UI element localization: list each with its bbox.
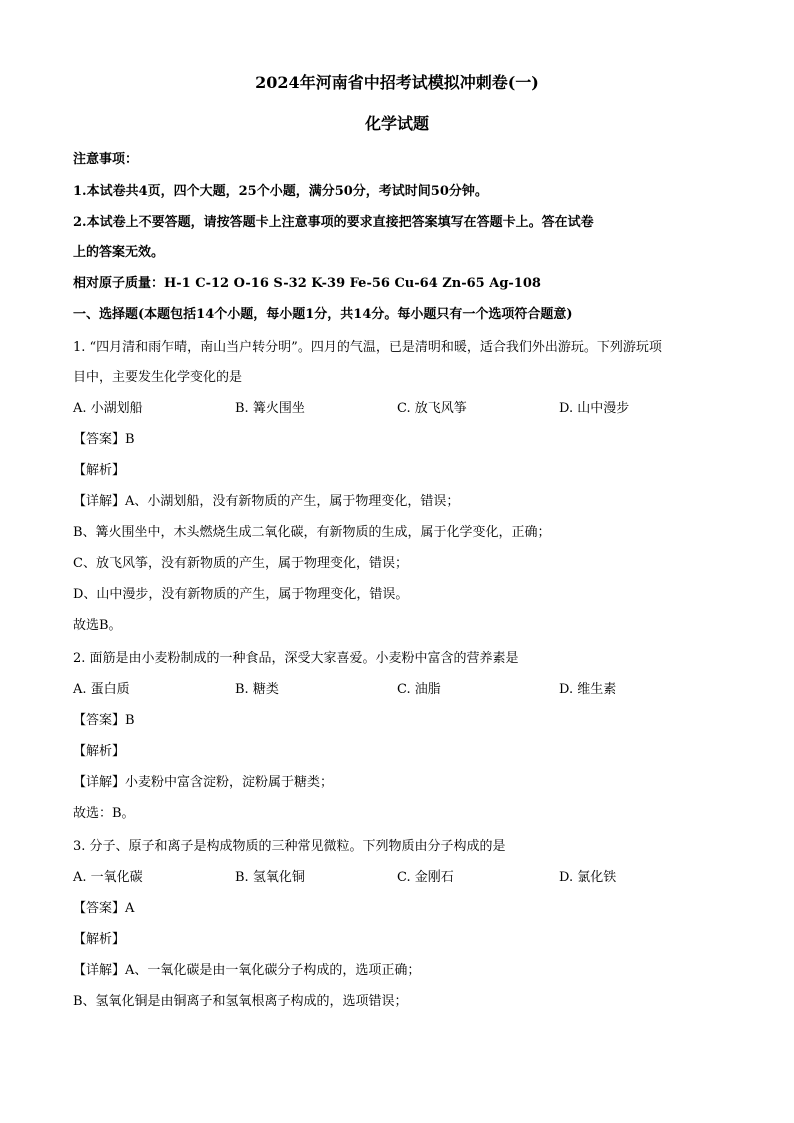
notes-item-2-line-1: 2.本试卷上不要答题，请按答题卡上注意事项的要求直接把答案填写在答题卡上。答在试卷 bbox=[73, 215, 594, 230]
q1-stem-line-2: 目中，主要发生化学变化的是 bbox=[73, 370, 243, 385]
q2-option-b: B. 糖类 bbox=[235, 682, 279, 697]
q3-options bbox=[73, 869, 723, 887]
q2-stem: 2. 面筋是由小麦粉制成的一种食品，深受大家喜爱。小麦粉中富含的营养素是 bbox=[73, 651, 519, 666]
q2-analysis-label: 【解析】 bbox=[73, 744, 126, 759]
q3-analysis-label: 【解析】 bbox=[73, 932, 126, 947]
atomic-mass-line: 相对原子质量：H-1 C-12 O-16 S-32 K-39 Fe-56 Cu-64 Zn-65 Ag-108 bbox=[73, 276, 541, 291]
q2-options bbox=[73, 681, 723, 699]
q3-detail-2: B、氢氧化铜是由铜离子和氢氧根离子构成的，选项错误； bbox=[73, 994, 408, 1009]
q1-detail-3: C、放飞风筝，没有新物质的产生，属于物理变化，错误； bbox=[73, 556, 408, 571]
q3-option-d: D. 氯化铁 bbox=[559, 870, 617, 885]
q1-option-c: C. 放飞风筝 bbox=[397, 401, 467, 416]
q2-option-d: D. 维生素 bbox=[559, 682, 617, 697]
notes-item-2-line-2: 上的答案无效。 bbox=[73, 245, 165, 260]
exam-subtitle: 化学试题 bbox=[364, 114, 429, 133]
q1-detail-1: 【详解】A、小湖划船，没有新物质的产生，属于物理变化，错误； bbox=[73, 494, 460, 509]
q3-option-b: B. 氢氧化铜 bbox=[235, 870, 305, 885]
notes-item-1: 1.本试卷共4页，四个大题，25个小题，满分50分，考试时间50分钟。 bbox=[73, 184, 488, 199]
q1-analysis-label: 【解析】 bbox=[73, 463, 126, 478]
q1-options bbox=[73, 400, 723, 418]
q1-option-b: B. 篝火围坐 bbox=[235, 401, 305, 416]
q3-option-a: A. 一氧化碳 bbox=[73, 870, 143, 885]
q2-option-a: A. 蛋白质 bbox=[73, 682, 130, 697]
q2-detail-1: 【详解】小麦粉中富含淀粉，淀粉属于糖类； bbox=[73, 775, 334, 790]
q2-detail-2: 故选：B。 bbox=[73, 806, 135, 821]
q1-option-a: A. 小湖划船 bbox=[73, 401, 143, 416]
q3-stem: 3. 分子、原子和离子是构成物质的三种常见微粒。下列物质由分子构成的是 bbox=[73, 839, 506, 854]
q3-answer: 【答案】A bbox=[73, 901, 135, 916]
exam-title: 2024年河南省中招考试模拟冲刺卷(一) bbox=[255, 73, 539, 92]
section-1-heading: 一、选择题(本题包括14个小题，每小题1分，共14分。每小题只有一个选项符合题意) bbox=[73, 307, 573, 322]
q1-answer: 【答案】B bbox=[73, 432, 135, 447]
q3-detail-1: 【详解】A、一氧化碳是由一氧化碳分子构成的，选项正确； bbox=[73, 963, 421, 978]
q1-stem-line-1: 1. “四月清和雨乍晴，南山当户转分明”。四月的气温，已是清明和暖，适合我们外出游玩。下列游玩项 bbox=[73, 340, 662, 355]
q1-detail-2: B、篝火围坐中，木头燃烧生成二氧化碳，有新物质的生成，属于化学变化，正确； bbox=[73, 525, 551, 540]
q1-detail-5: 故选B。 bbox=[73, 618, 122, 633]
notes-heading: 注意事项： bbox=[73, 152, 139, 167]
q2-answer: 【答案】B bbox=[73, 713, 135, 728]
q1-option-d: D. 山中漫步 bbox=[559, 401, 630, 416]
q3-option-c: C. 金刚石 bbox=[397, 870, 454, 885]
q2-option-c: C. 油脂 bbox=[397, 682, 441, 697]
q1-detail-4: D、山中漫步，没有新物质的产生，属于物理变化，错误。 bbox=[73, 587, 409, 602]
